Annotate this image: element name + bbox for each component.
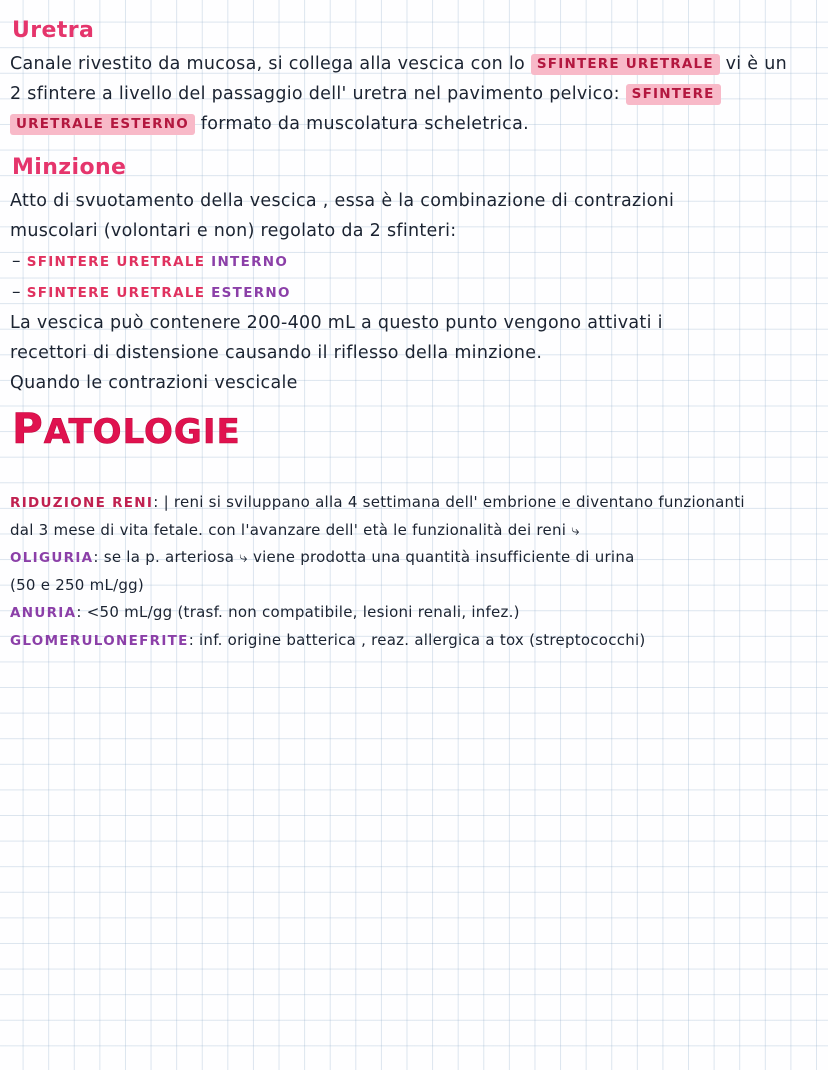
title-patologie [12,404,241,453]
minzione-line-5: Quando le contrazioni vescicale [10,373,298,393]
entry-anuria-label: ANURIA [10,605,77,621]
minzione-bullet-2 [10,277,814,308]
section-patologie [10,400,814,654]
heading-minzione-text: Minzione [12,155,127,180]
uretra-line-2 [10,79,814,109]
bullet-1-label: SFINTERE URETRALE [26,254,206,270]
arrow-down-icon-2: ⤷ [239,548,248,566]
entry-glomerulonefrite-text: inf. origine batterica , reaz. allergica a tox (streptococchi) [199,631,646,649]
entry-0-sep: : [153,493,164,511]
bullet-2-suffix: ESTERNO [211,285,291,301]
minzione-line-1: Atto di svuotamento della vescica , essa è la combinazione di contrazioni [10,191,675,211]
mark-sfintere: SFINTERE [626,84,721,105]
heading-minzione [12,155,126,180]
entry-glomerulonefrite-label: GLOMERULONEFRITE [10,633,189,649]
minzione-line-4: recettori di distensione causando il riflesso della minzione. [10,343,543,363]
bullet-dash-icon: – [12,251,21,271]
entry-0-text2: dal 3 mese di vita fetale. con l'avanzare dell' età le funzionalità dei reni [10,521,567,539]
minzione-line-2: muscolari (volontari e non) regolato da 2 sfinteri: [10,221,457,241]
entry-1-sep: : [93,548,104,566]
section-uretra [10,18,814,139]
entry-riduzione-reni-label: RIDUZIONE RENI [10,495,154,511]
minzione-line-3: La vescica può contenere 200-400 mL a questo punto vengono attivati i [10,313,663,333]
uretra-line-1-b: vi è un [719,54,788,74]
title-rest: ATOLOGIE [43,412,241,452]
entry-anuria [10,599,814,626]
entry-riduzione-reni-text: | reni si sviluppano alla 4 settimana dell' embrione e diventano funzionanti [163,493,745,511]
entry-oliguria-text-after: viene prodotta una quantità insufficiente di urina [252,548,635,566]
uretra-line-1 [10,49,814,79]
heading-uretra-text: Uretra [12,18,95,43]
uretra-line-3-b: formato da muscolatura scheletrica. [194,114,529,134]
heading-uretra [12,18,94,43]
spacer-2 [10,463,814,489]
minzione-bullet-1 [10,246,814,277]
uretra-line-2-a: 2 sfintere a livello del passaggio dell' uretra nel pavimento pelvico: [10,84,626,104]
entry-oliguria-text2: (50 e 250 mL/gg) [10,576,145,594]
entry-oliguria-label: OLIGURIA [10,550,94,566]
bullet-2-label: SFINTERE URETRALE [26,285,206,301]
title-first-letter: P [12,404,44,453]
spacer-1 [10,141,814,155]
entry-riduzione-reni [10,489,814,516]
arrow-down-icon: ⤷ [571,521,580,539]
entry-anuria-text: <50 mL/gg (trasf. non compatibile, lesioni renali, infez.) [86,603,520,621]
mark-uretrale-esterno: URETRALE ESTERNO [10,114,195,135]
uretra-line-3 [10,109,814,139]
bullet-1-suffix: INTERNO [211,254,289,270]
mark-sfintere-uretrale: SFINTERE URETRALE [531,54,720,75]
bullet-dash-icon-2: – [12,282,21,302]
entry-2-sep: : [76,603,87,621]
entry-riduzione-reni-text2 [10,517,814,543]
entry-oliguria [10,544,814,571]
uretra-line-1-a: Canale rivestito da mucosa, si collega alla vescica con lo [10,54,531,74]
entry-glomerulonefrite [10,627,814,654]
entry-oliguria-text: se la p. arteriosa [103,548,235,566]
section-minzione [10,155,814,398]
entry-3-sep: : [188,631,200,649]
